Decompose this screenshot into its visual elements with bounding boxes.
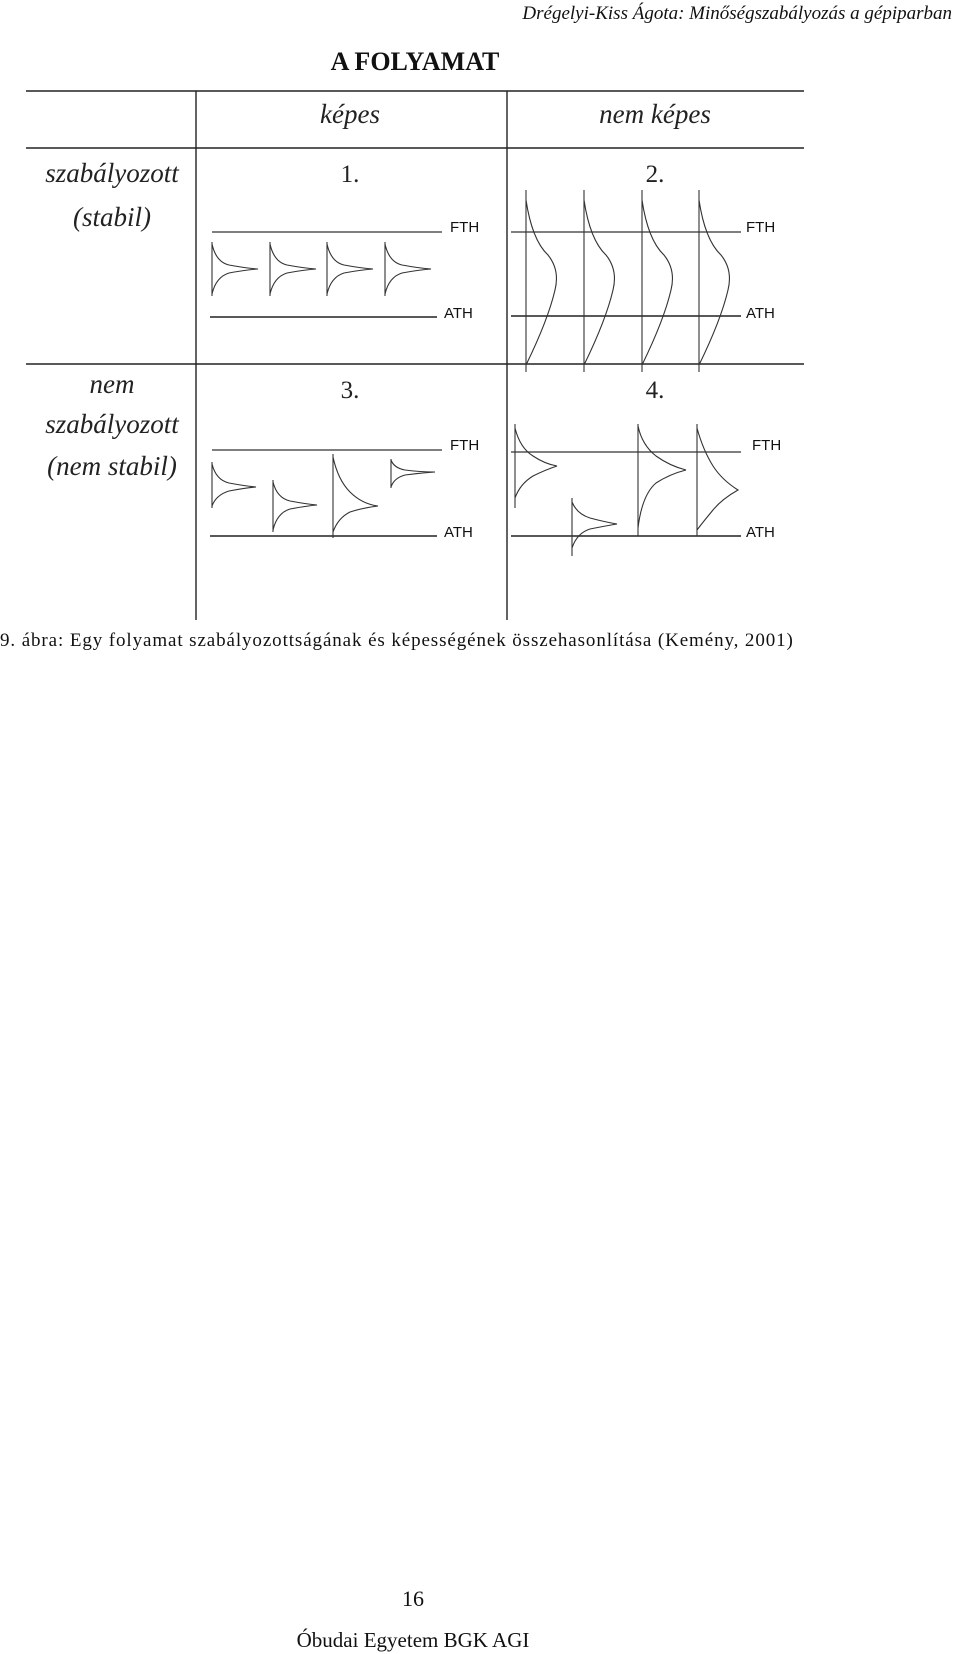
column-header-capable: képes bbox=[320, 99, 380, 129]
distribution-curve bbox=[515, 424, 557, 508]
distribution-curve bbox=[584, 190, 614, 372]
row-header-controlled-line2: (stabil) bbox=[73, 202, 151, 232]
cell-3 bbox=[210, 377, 479, 541]
running-header: Drégelyi-Kiss Ágota: Minőségszabályozás a gépiparban bbox=[522, 3, 952, 24]
column-header-not-capable: nem képes bbox=[599, 99, 711, 129]
cell-number: 2. bbox=[645, 161, 665, 188]
upper-limit-label: FTH bbox=[746, 219, 776, 236]
row-header-uncontrolled-line2: szabályozott bbox=[45, 409, 179, 439]
distribution-curve bbox=[391, 459, 435, 488]
distribution-curve bbox=[697, 424, 738, 536]
distribution-curve bbox=[526, 190, 556, 372]
distribution-curve bbox=[333, 454, 378, 538]
lower-limit-label: ATH bbox=[746, 305, 775, 322]
row-header-uncontrolled-line3: (nem stabil) bbox=[47, 451, 177, 481]
distribution-curve bbox=[270, 242, 316, 296]
lower-limit-label: ATH bbox=[746, 524, 775, 541]
lower-limit-label: ATH bbox=[444, 524, 473, 541]
cell-4 bbox=[511, 377, 781, 556]
row-header-uncontrolled-line1: nem bbox=[89, 369, 135, 399]
distribution-curve bbox=[385, 242, 431, 296]
lower-limit-label: ATH bbox=[444, 305, 473, 322]
cell-1 bbox=[210, 161, 479, 322]
distribution-curve bbox=[212, 462, 256, 508]
cell-number: 1. bbox=[340, 161, 360, 188]
cell-number: 3. bbox=[340, 377, 360, 404]
distribution-curve bbox=[327, 242, 373, 296]
distribution-curve bbox=[572, 498, 617, 556]
distribution-curve bbox=[212, 242, 258, 296]
row-header-controlled-line1: szabályozott bbox=[45, 158, 179, 188]
distribution-curve bbox=[699, 190, 729, 372]
upper-limit-label: FTH bbox=[450, 219, 480, 236]
upper-limit-label: FTH bbox=[752, 437, 782, 454]
distribution-curve bbox=[638, 424, 686, 536]
cell-number: 4. bbox=[645, 377, 665, 404]
page-number: 16 bbox=[402, 1586, 424, 1611]
figure-title: A FOLYAMAT bbox=[330, 47, 500, 76]
page-footer: Óbudai Egyetem BGK AGI bbox=[296, 1628, 530, 1652]
process-capability-figure bbox=[0, 0, 960, 650]
figure-caption: 9. ábra: Egy folyamat szabályozottságának és képességének összehasonlítása (Kemény, 2001) bbox=[0, 630, 794, 651]
cell-2 bbox=[511, 161, 775, 372]
upper-limit-label: FTH bbox=[450, 437, 480, 454]
distribution-curve bbox=[273, 480, 317, 532]
distribution-curve bbox=[642, 190, 672, 372]
